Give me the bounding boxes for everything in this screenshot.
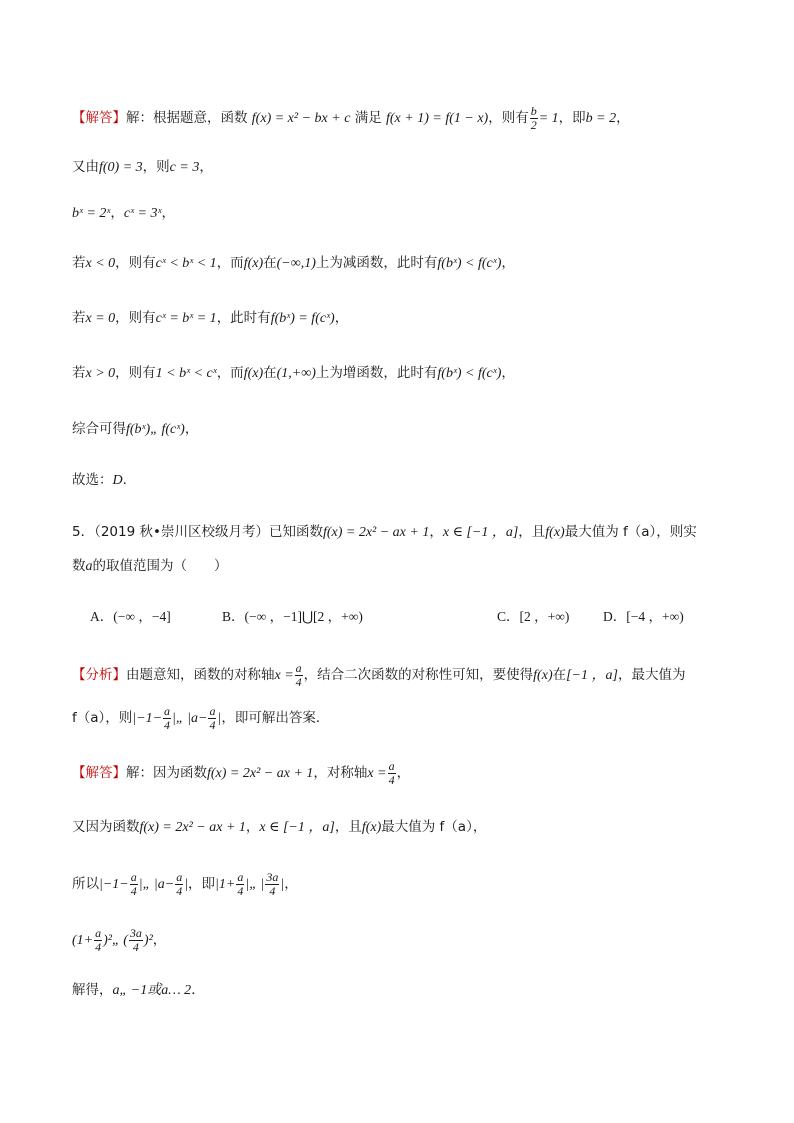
text: 数 bbox=[72, 558, 86, 574]
solution-line-8 bbox=[72, 470, 136, 491]
math: |„ |a− bbox=[172, 711, 208, 726]
text: ， bbox=[616, 110, 630, 126]
text: 上为增函数，此时有 bbox=[315, 365, 438, 381]
math: )²„ ( bbox=[103, 933, 128, 948]
text: ，则有 bbox=[115, 310, 156, 326]
math: x ∈ [−1 ，a] bbox=[259, 820, 335, 835]
math: f(bˣ) < f(cˣ) bbox=[437, 256, 502, 271]
option-a: A．(−∞ ，−4] bbox=[90, 609, 171, 624]
solution-line-1 bbox=[72, 105, 630, 132]
text: ， bbox=[245, 819, 260, 835]
text: ，且 bbox=[334, 819, 362, 835]
math: x = bbox=[367, 766, 387, 781]
fraction: $\frac{a}{4}$ bbox=[295, 661, 302, 689]
analysis-line-2 bbox=[72, 705, 329, 732]
solution-5-line-3 bbox=[72, 871, 298, 898]
text: ，则有 bbox=[115, 365, 156, 381]
math: cˣ = bˣ = 1 bbox=[155, 311, 217, 326]
option-b: B．(−∞ ，−1]⋃[2 ，+∞) bbox=[222, 609, 363, 624]
text: ，则有 bbox=[115, 255, 156, 271]
text: ． bbox=[191, 982, 205, 998]
fraction: $\frac{b}{2}$ bbox=[530, 104, 537, 132]
text: ， bbox=[161, 205, 175, 221]
fraction: $\frac{a}{4}$ bbox=[209, 704, 216, 732]
math: f(x) bbox=[243, 256, 264, 271]
answer-tag: 【解答】 bbox=[72, 765, 126, 781]
text: 上为减函数，此时有 bbox=[315, 255, 438, 271]
text: ， bbox=[199, 159, 213, 175]
text: 若 bbox=[72, 310, 86, 326]
text: ， bbox=[396, 765, 411, 781]
text: ，结合二次函数的对称性可知，要使得 bbox=[303, 667, 534, 683]
text: ， bbox=[110, 205, 124, 221]
fraction: $\frac{a}{4}$ bbox=[130, 870, 137, 898]
text: 最大值为 f（a），则实 bbox=[564, 524, 697, 540]
math: a bbox=[85, 559, 93, 574]
solution-5-line-4 bbox=[72, 927, 166, 954]
math: |„ |a− bbox=[138, 877, 175, 892]
math: f(x + 1) = f(1 − x) bbox=[386, 111, 489, 126]
math: | bbox=[184, 877, 189, 892]
fraction: $\frac{a}{4}$ bbox=[176, 870, 183, 898]
text: ，即 bbox=[558, 110, 586, 126]
math: c = 3 bbox=[169, 160, 200, 175]
math: [−1 ，a] bbox=[566, 668, 618, 683]
math: = 1 bbox=[538, 111, 559, 126]
fraction: $\frac{3a}{4}$ bbox=[266, 870, 279, 898]
math: 1 < bˣ < cˣ bbox=[155, 366, 217, 381]
text: 所以 bbox=[72, 876, 99, 892]
text: 若 bbox=[72, 255, 86, 271]
math: (1,+∞) bbox=[276, 366, 316, 381]
text: ， bbox=[429, 524, 443, 540]
math: f(x) bbox=[533, 668, 553, 683]
math: f(bˣ) = f(cˣ) bbox=[270, 311, 335, 326]
analysis-line-1 bbox=[72, 662, 685, 689]
question-5-stem-line-2 bbox=[72, 556, 228, 577]
text: ， bbox=[152, 932, 167, 948]
text: 满足 bbox=[354, 110, 382, 126]
answer-tag: 【解答】 bbox=[72, 110, 126, 126]
solution-5-line-2 bbox=[72, 817, 486, 838]
question-5-stem-line-1 bbox=[72, 522, 697, 543]
text: ， bbox=[501, 365, 515, 381]
math: bˣ = 2ˣ bbox=[72, 206, 111, 221]
text: ，则 bbox=[142, 159, 170, 175]
text: 的取值范围为（ ） bbox=[92, 558, 228, 574]
math: f(bˣ)„ f(cˣ) bbox=[126, 422, 185, 437]
math: f(x) = 2x² − ax + 1 bbox=[207, 766, 314, 781]
solution-line-3 bbox=[72, 203, 175, 224]
math: | bbox=[280, 877, 285, 892]
text: 故选： bbox=[72, 472, 113, 488]
math: x < 0 bbox=[85, 256, 116, 271]
text: ，最大值为 bbox=[617, 667, 686, 683]
math: | bbox=[217, 711, 222, 726]
text: 解：根据题意，函数 bbox=[126, 110, 248, 126]
math: |1+ bbox=[215, 877, 236, 892]
math: x = bbox=[274, 668, 294, 683]
fraction: $\frac{3a}{4}$ bbox=[129, 926, 142, 954]
option-d: D．[−4 ，+∞) bbox=[603, 609, 684, 624]
math: f(x) = x² − bx + c bbox=[251, 111, 351, 126]
fraction: $\frac{a}{4}$ bbox=[164, 704, 171, 732]
text: ，则有 bbox=[488, 110, 529, 126]
text: 最大值为 f（a）， bbox=[381, 819, 487, 835]
solution-line-6 bbox=[72, 363, 515, 384]
math: f(x) = 2x² − ax + 1 bbox=[139, 820, 246, 835]
fraction: $\frac{a}{4}$ bbox=[95, 926, 102, 954]
solution-line-2 bbox=[72, 157, 213, 178]
text: 5．（2019 秋•崇川区校级月考）已知函数 bbox=[72, 524, 323, 540]
option-c: C．[2 ，+∞) bbox=[497, 609, 570, 624]
text: ． bbox=[122, 472, 137, 488]
text: ，而 bbox=[216, 255, 244, 271]
text: ，对称轴 bbox=[313, 765, 368, 781]
solution-line-4 bbox=[72, 253, 515, 274]
math: |„ | bbox=[245, 877, 265, 892]
text: 若 bbox=[72, 365, 86, 381]
math: (−∞,1) bbox=[276, 256, 316, 271]
fraction: $\frac{a}{4}$ bbox=[388, 759, 395, 787]
fraction: $\frac{a}{4}$ bbox=[237, 870, 244, 898]
math: a„ −1或a… 2 bbox=[112, 983, 192, 998]
math: x > 0 bbox=[85, 366, 116, 381]
text: 由题意知，函数的对称轴 bbox=[126, 667, 275, 683]
text: 综合可得 bbox=[72, 421, 126, 437]
text: 解得， bbox=[72, 982, 113, 998]
text: ，且 bbox=[518, 524, 546, 540]
text: ， bbox=[501, 255, 515, 271]
math: x ∈ [−1 ，a] bbox=[442, 525, 519, 540]
text: ，而 bbox=[216, 365, 244, 381]
math: |−1− bbox=[99, 877, 129, 892]
text: ， bbox=[184, 421, 199, 437]
text: ，即 bbox=[188, 876, 216, 892]
math: (1+ bbox=[72, 933, 94, 948]
text: 解：因为函数 bbox=[126, 765, 207, 781]
text: ，此时有 bbox=[216, 310, 271, 326]
text: f（a），则 bbox=[72, 710, 133, 726]
text: 又因为函数 bbox=[72, 819, 140, 835]
math: f(bˣ) < f(cˣ) bbox=[437, 366, 502, 381]
analysis-tag: 【分析】 bbox=[72, 667, 126, 683]
math: cˣ < bˣ < 1 bbox=[155, 256, 217, 271]
text: ， bbox=[334, 310, 349, 326]
math: cˣ = 3ˣ bbox=[123, 206, 162, 221]
text: ，即可解出答案． bbox=[221, 710, 330, 726]
math: |−1− bbox=[132, 711, 163, 726]
solution-5-line-1 bbox=[72, 760, 410, 787]
math: D bbox=[112, 473, 123, 488]
math: f(x) bbox=[361, 820, 382, 835]
text: ， bbox=[284, 876, 298, 892]
solution-5-line-5 bbox=[72, 980, 205, 1001]
math: )² bbox=[143, 933, 153, 948]
math: f(0) = 3 bbox=[99, 160, 143, 175]
math: x = 0 bbox=[85, 311, 116, 326]
math: f(x) bbox=[545, 525, 565, 540]
text: 在 bbox=[263, 365, 277, 381]
text: 在 bbox=[552, 667, 567, 683]
math: b = 2 bbox=[585, 111, 617, 126]
text: 在 bbox=[263, 255, 277, 271]
math: f(x) = 2x² − ax + 1 bbox=[322, 525, 430, 540]
solution-line-5 bbox=[72, 308, 348, 329]
solution-line-7 bbox=[72, 419, 198, 440]
math: f(x) bbox=[243, 366, 264, 381]
text: 又由 bbox=[72, 159, 99, 175]
